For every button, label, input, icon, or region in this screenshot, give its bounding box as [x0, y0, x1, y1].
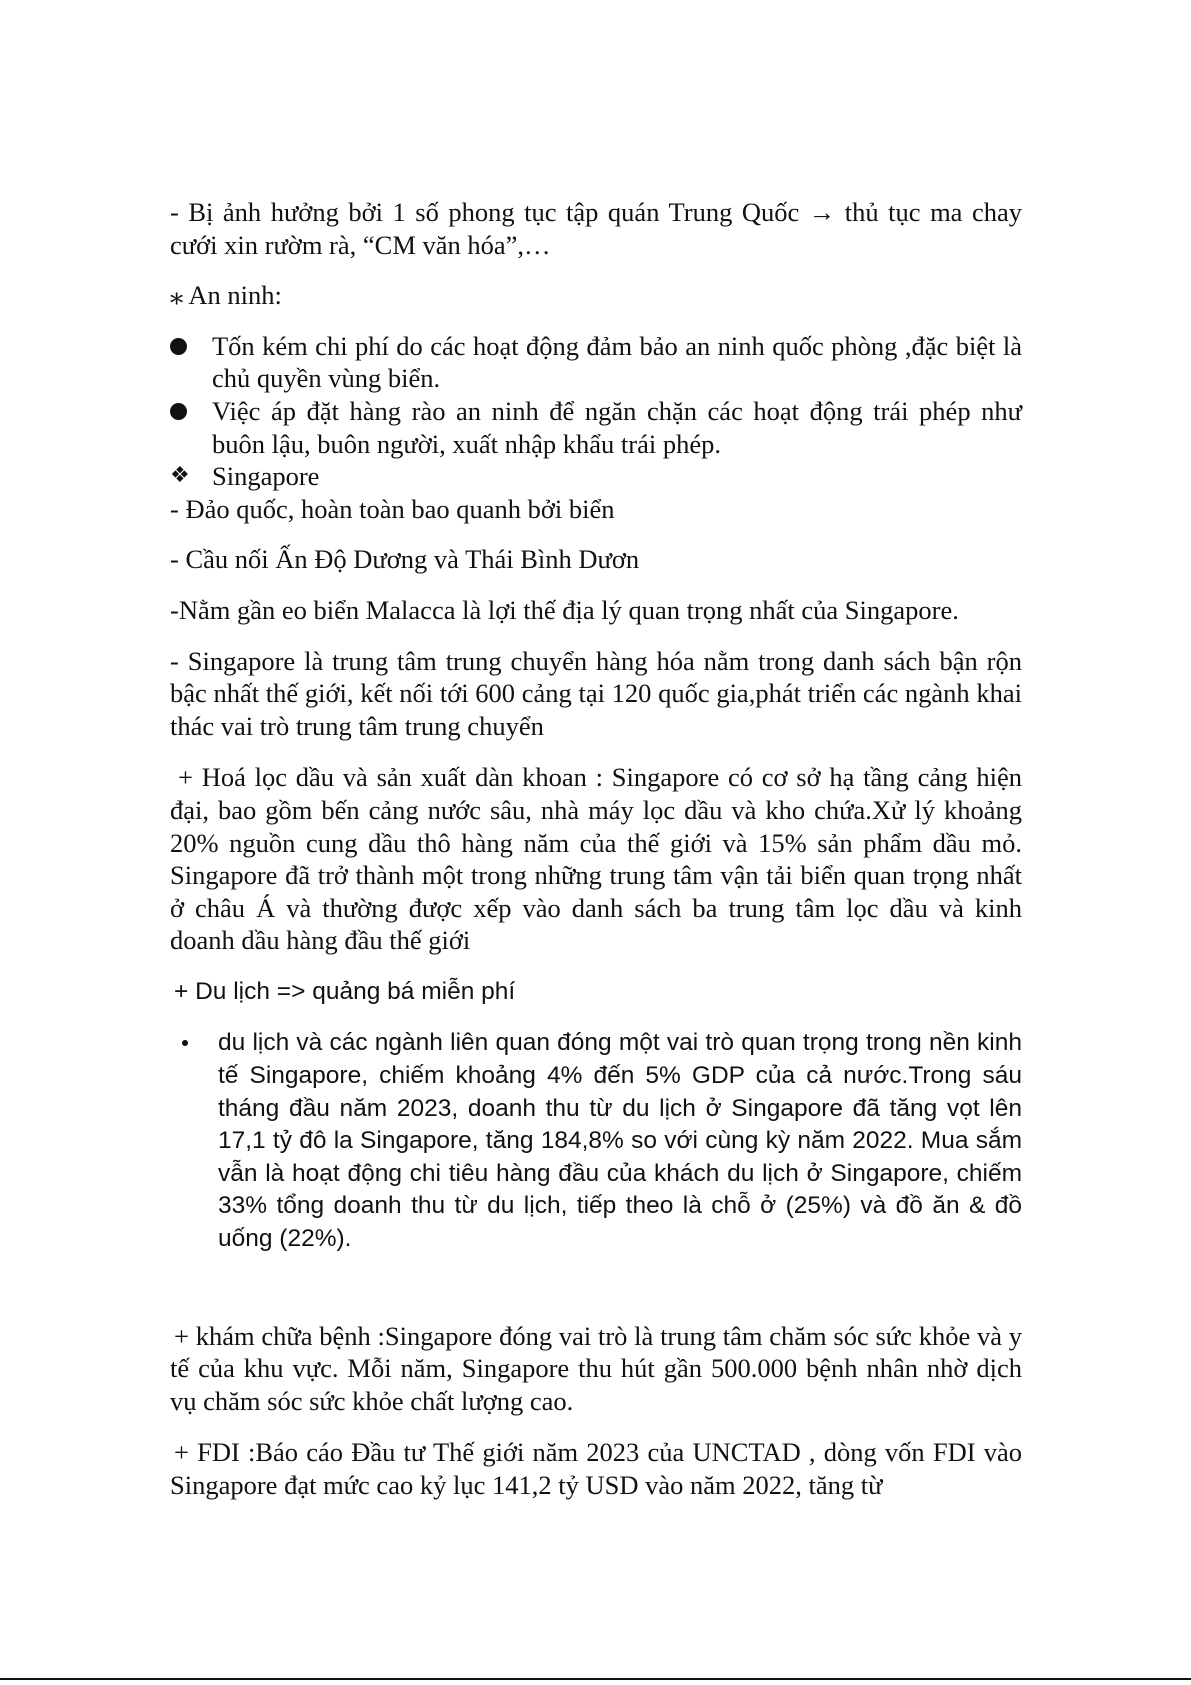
- tourism-bullet: [170, 1027, 1022, 1255]
- singapore-heading: Singapore: [212, 461, 320, 492]
- paragraph-hub: - Singapore là trung tâm trung chuyển hàng hóa nằm trong danh sách bận rộn bậc nhất thế giới, kết nối tới 600 cảng tại 120 quốc gia,phát triển các ngành khai thác vai trò trung tâm trung chuyển: [170, 645, 1022, 741]
- small-bullet-icon: [182, 1040, 188, 1046]
- page-bottom-rule: [0, 1678, 1191, 1680]
- paragraph-medical: + khám chữa bệnh :Singapore đóng vai trò là trung tâm chăm sóc sức khỏe và y tế của khu vực. Mỗi năm, Singapore thu hút gần 500.000 bệnh nhân nhờ dịch vụ chăm sóc sức khỏe chất lượng cao.: [170, 1320, 1022, 1416]
- security-item-2-text: Việc áp đặt hàng rào an ninh để ngăn chặn các hoạt động trái phép như buôn lậu, buôn người, xuất nhập khẩu trái phép.: [212, 395, 1022, 459]
- security-item-1-text: Tốn kém chi phí do các hoạt động đảm bảo an ninh quốc phòng ,đặc biệt là chủ quyền vùng biển.: [212, 330, 1022, 394]
- document-page: [170, 196, 1022, 1502]
- paragraph-tourism-heading: + Du lịch => quảng bá miễn phí: [174, 977, 516, 1005]
- paragraph-bridge: - Cầu nối Ấn Độ Dương và Thái Bình Dươn: [170, 544, 640, 575]
- paragraph-customs: - Bị ảnh hưởng bởi 1 số phong tục tập quán Trung Quốc → thủ tục ma chay cưới xin rườm rà, “CM văn hóa”,…: [170, 197, 1022, 260]
- security-item-2: [170, 395, 1022, 460]
- diamond-bullet-icon: ❖: [170, 463, 190, 489]
- paragraph-fdi: + FDI :Báo cáo Đầu tư Thế giới năm 2023 của UNCTAD , dòng vốn FDI vào Singapore đạt mức cao kỷ lục 141,2 tỷ USD vào năm 2022, tăng từ: [170, 1437, 1022, 1500]
- security-item-1: [170, 330, 1022, 395]
- bullet-dot-icon: [170, 330, 212, 363]
- singapore-heading-row: [170, 460, 1022, 493]
- paragraph-refining: + Hoá lọc dầu và sản xuất dàn khoan : Singapore có cơ sở hạ tầng cảng hiện đại, bao gồm bến cảng nước sâu, nhà máy lọc dầu và kho chứa.Xử lý khoảng 20% nguồn cung dầu thô hàng năm của thế giới và 15% sản phẩm dầu mỏ. Singapore đã trở thành một trong những trung tâm vận tải biển quan trọng nhất ở châu Á và thường được xếp vào danh sách ba trung tâm lọc dầu và kinh doanh dầu hàng đầu thế giới: [170, 762, 1022, 956]
- bullet-dot-icon: [170, 395, 212, 428]
- paragraph-malacca: -Nằm gần eo biển Malacca là lợi thế địa lý quan trọng nhất của Singapore.: [170, 594, 959, 625]
- tourism-bullet-text: du lịch và các ngành liên quan đóng một vai trò quan trọng trong nền kinh tế Singapore, chiếm khoảng 4% đến 5% GDP của cả nước.Trong sáu tháng đầu năm 2023, doanh thu từ du lịch ở Singapore đã tăng vọt lên 17,1 tỷ đô la Singapore, tăng 184,8% so với cùng kỳ năm 2022. Mua sắm vẫn là hoạt động chi tiêu hàng đầu của khách du lịch ở Singapore, chiếm 33% tổng doanh thu từ du lịch, tiếp theo là chỗ ở (25%) và đồ ăn & đồ uống (22%).: [218, 1029, 1022, 1253]
- security-heading: ⁎ An ninh:: [170, 280, 282, 311]
- paragraph-island: - Đảo quốc, hoàn toàn bao quanh bởi biển: [170, 493, 615, 524]
